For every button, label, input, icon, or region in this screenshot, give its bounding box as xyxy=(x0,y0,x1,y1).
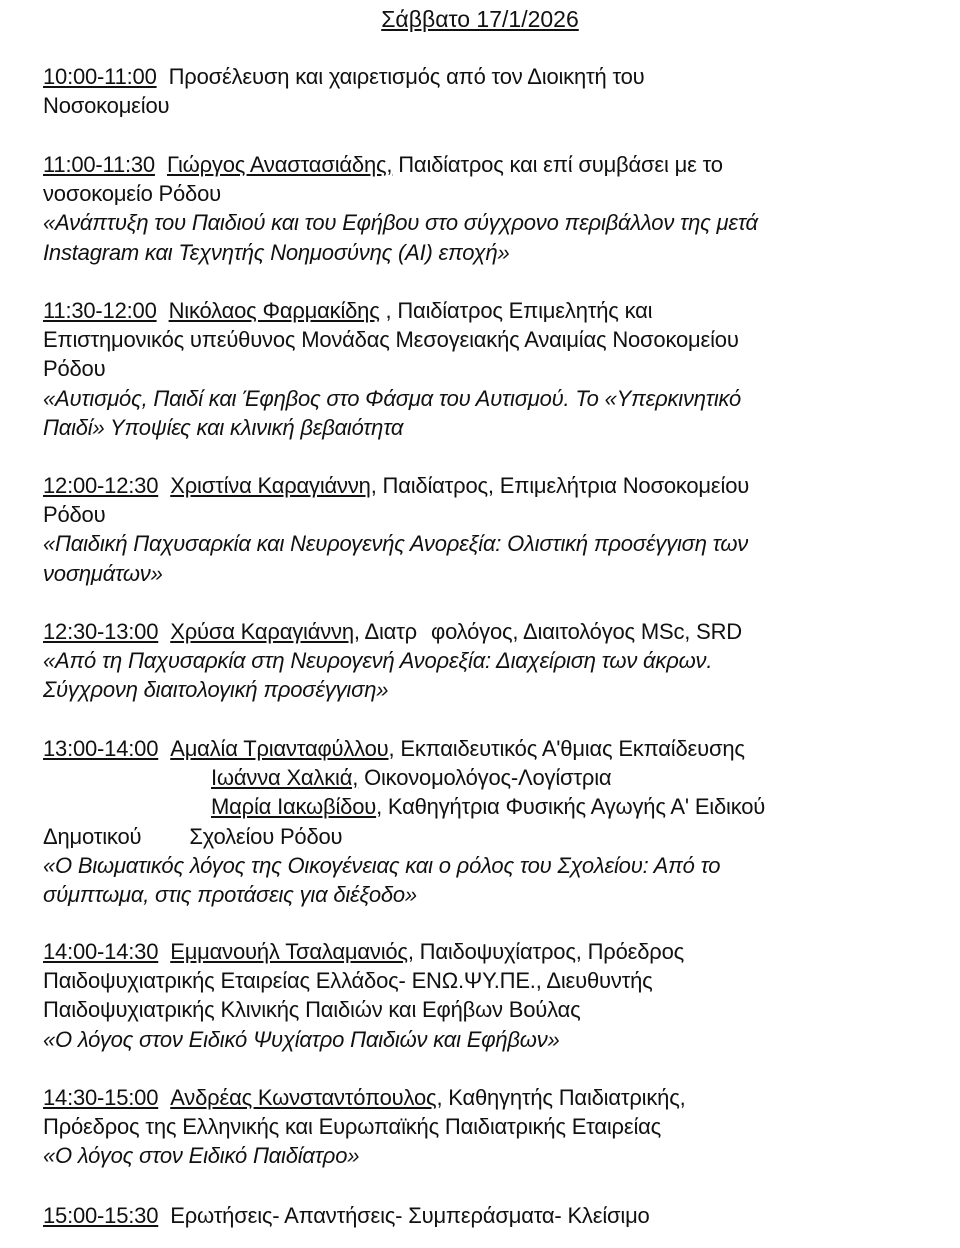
speaker-role-cont: Παιδοψυχιατρικής Κλινικής Παιδιών και Εφήβων Βούλας xyxy=(43,997,581,1023)
session-item xyxy=(43,296,923,442)
session-time: 12:30-13:00 xyxy=(43,619,159,644)
speaker-role-cont: νοσοκομείο Ρόδου xyxy=(43,181,221,207)
session-description: Ερωτήσεις- Απαντήσεις- Συμπεράσματα- Κλείσιμο xyxy=(170,1203,650,1228)
speaker-role: , Καθηγήτρια Φυσικής Αγωγής Α' Ειδικού xyxy=(376,794,766,820)
session-time: 14:30-15:00 xyxy=(43,1085,159,1110)
speaker-name: Χριστίνα Καραγιάννη xyxy=(170,473,371,498)
talk-title: «Παιδική Παχυσαρκία και Νευρογενής Ανορεξία: Ολιστική προσέγγιση των xyxy=(43,531,749,557)
speaker-role-cont: Ρόδου xyxy=(43,502,106,528)
speaker-role: , Εκπαιδευτικός Α'θμιας Εκπαίδευσης xyxy=(388,736,745,761)
speaker-role: , Παιδίατρος Επιμελητής και xyxy=(379,298,653,323)
talk-title-cont: Σύγχρονη διαιτολογική προσέγγιση» xyxy=(43,677,389,703)
session-time: 12:00-12:30 xyxy=(43,473,159,498)
speaker-role: , Παιδοψυχίατρος, Πρόεδρος xyxy=(407,939,685,964)
session-time: 14:00-14:30 xyxy=(43,939,159,964)
speaker-role-cont: Σχολείου Ρόδου xyxy=(189,823,343,849)
session-item xyxy=(43,617,923,705)
speaker-role-cont: Πρόεδρος της Ελληνικής και Ευρωπαϊκής Παιδιατρικής Εταιρείας xyxy=(43,1114,662,1140)
session-item xyxy=(43,62,923,120)
talk-title: «Ανάπτυξη του Παιδιού και του Εφήβου στο σύγχρονο περιβάλλον της μετά xyxy=(43,210,758,236)
speaker-role-cont: Παιδοψυχιατρικής Εταιρείας Ελλάδος- ΕΝΩ.ΨΥ.ΠΕ., Διευθυντής xyxy=(43,968,653,994)
talk-title-cont: σύμπτωμα, στις προτάσεις για διέξοδο» xyxy=(43,882,417,908)
session-time: 15:00-15:30 xyxy=(43,1203,159,1228)
session-description-cont: Νοσοκομείου xyxy=(43,93,170,119)
page-title: Σάββατο 17/1/2026 xyxy=(381,6,579,32)
talk-title: «Αυτισμός, Παιδί και Έφηβος στο Φάσμα του Αυτισμού. Το «Υπερκινητικό xyxy=(43,385,742,411)
talk-title: «Ο Βιωματικός λόγος της Οικογένειας και ο ρόλος του Σχολείου: Από το xyxy=(43,852,721,878)
speaker-role-cont: Δημοτικού xyxy=(43,823,142,849)
speaker-role: Παιδίατρος και επί συμβάσει με το xyxy=(398,152,723,177)
speaker-name: Νικόλαος Φαρμακίδης xyxy=(168,298,380,323)
speaker-role: , Παιδίατρος, Επιμελήτρια Νοσοκομείου xyxy=(370,473,750,498)
session-item xyxy=(43,734,923,909)
session-time: 10:00-11:00 xyxy=(43,64,157,89)
session-item xyxy=(43,1201,923,1230)
talk-title: «Από τη Παχυσαρκία στη Νευρογενή Ανορεξία: Διαχείριση των άκρων. xyxy=(43,648,713,674)
talk-title-cont: νοσημάτων» xyxy=(43,560,163,586)
speaker-name: Ιωάννα Χαλκιά, xyxy=(211,765,359,791)
speaker-role-cont: φολόγος, Διαιτολόγος MSc, SRD xyxy=(431,619,742,644)
talk-title-cont: Παιδί» Υποψίες και κλινική βεβαιότητα xyxy=(43,414,404,440)
speaker-name: Χρύσα Καραγιάννη xyxy=(170,619,354,644)
speaker-name: Ανδρέας Κωνσταντόπουλος xyxy=(170,1085,437,1110)
session-time: 11:30-12:00 xyxy=(43,298,157,323)
talk-title: «Ο λόγος στον Ειδικό Παιδίατρο» xyxy=(43,1143,360,1169)
session-time: 11:00-11:30 xyxy=(43,152,155,177)
session-time: 13:00-14:00 xyxy=(43,736,159,761)
speaker-role: Οικονομολόγος-Λογίστρια xyxy=(358,765,612,791)
speaker-name: Γιώργος Αναστασιάδης, xyxy=(166,152,393,177)
speaker-name: Εμμανουήλ Τσαλαμανιός xyxy=(170,939,408,964)
session-item xyxy=(43,937,923,1054)
session-item xyxy=(43,1083,923,1171)
session-item xyxy=(43,471,923,588)
talk-title-cont: Instagram και Τεχνητής Νοημοσύνης (AI) εποχή» xyxy=(43,239,510,265)
session-item xyxy=(43,150,923,267)
speaker-role: , Καθηγητής Παιδιατρικής, xyxy=(436,1085,686,1110)
speaker-role-cont: Ρόδου xyxy=(43,356,106,382)
speaker-role-cont: Επιστημονικός υπεύθυνος Μονάδας Μεσογειακής Αναιμίας Νοσοκομείου xyxy=(43,327,739,353)
speaker-name: Μαρία Ιακωβίδου xyxy=(211,794,377,820)
speaker-name: Αμαλία Τριανταφύλλου xyxy=(170,736,389,761)
session-description: Προσέλευση και χαιρετισμός από τον Διοικητή του xyxy=(168,64,645,89)
speaker-role: , Διατρ xyxy=(353,619,417,644)
talk-title: «Ο λόγος στον Ειδικό Ψυχίατρο Παιδιών και Εφήβων» xyxy=(43,1026,560,1052)
